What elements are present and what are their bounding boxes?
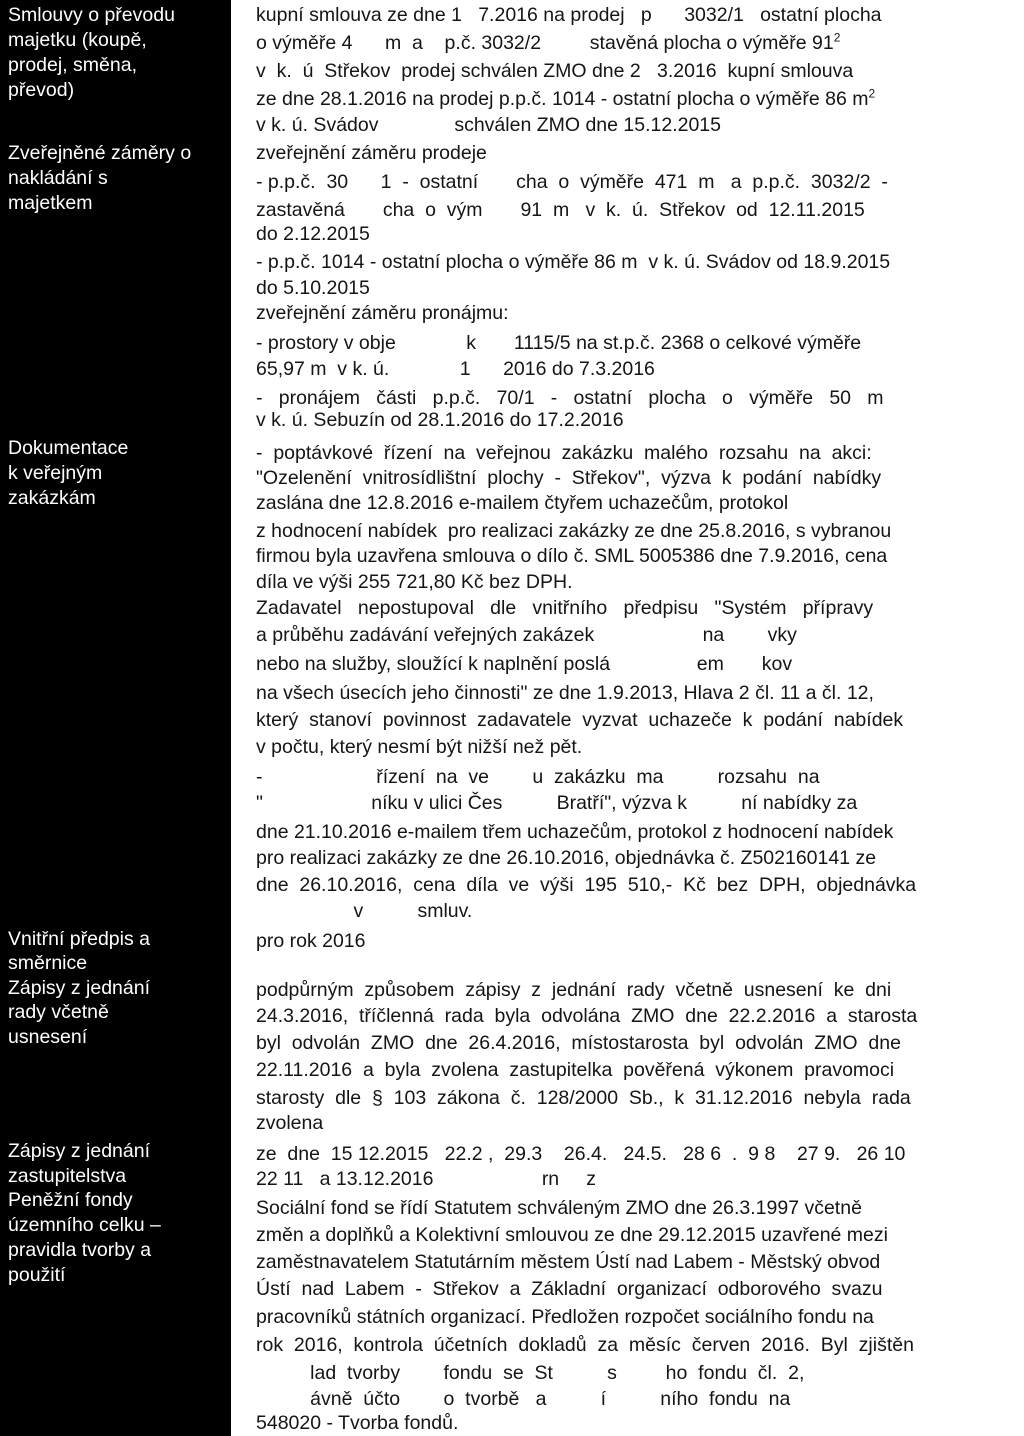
text-line: z hodnocení nabídek pro realizaci zakázky ze dne 25.8.2016, s vybranou <box>256 520 892 542</box>
text-line: firmou byla uzavřena smlouva o dílo č. SML 5005386 dne 7.9.2016, cena <box>256 545 888 567</box>
text-line: zveřejnění záměru pronájmu: <box>256 302 509 324</box>
text-line: zvolena <box>256 1112 324 1134</box>
text-line: díla ve výši 255 721,80 Kč bez DPH. <box>256 571 573 593</box>
text-line: - řízení na ve u zakázku ma rozsahu na <box>256 766 820 788</box>
text-line: změn a doplňků a Kolektivní smlouvou ze dne 29.12.2015 uzavřené mezi <box>256 1224 888 1246</box>
label-line: Dokumentace <box>8 437 129 459</box>
text-line: ze dne 28.1.2016 na prodej p.p.č. 1014 - ostatní plocha o výměře 86 $m^2$ <box>256 86 876 110</box>
text-line: v smluv. <box>256 900 473 922</box>
label-line: Smlouvy o převodu <box>8 4 175 26</box>
label-line: zakázkám <box>8 487 96 509</box>
label-line: použití <box>8 1264 66 1286</box>
text-line: starosty dle § 103 zákona č. 128/2000 Sb., k 31.12.2016 nebyla rada <box>256 1087 911 1109</box>
text-line: - p.p.č. 30 1 - ostatní cha o výměře 471 m a p.p.č. 3032/2 - <box>256 171 888 193</box>
text-line: byl odvolán ZMO dne 26.4.2016, místostarosta byl odvolán ZMO dne <box>256 1032 901 1054</box>
text-line: 548020 - Tvorba fondů. <box>256 1412 459 1434</box>
text-line: pro rok 2016 <box>256 930 366 952</box>
text-line: zastavěná cha o vým 91 m v k. ú. Střekov od 12.11.2015 <box>256 199 865 221</box>
label-line: majetkem <box>8 192 93 214</box>
text-line: kupní smlouva ze dne 1 7.2016 na prodej p 3032/1 ostatní plocha <box>256 4 882 26</box>
text-line: na všech úsecích jeho činnosti" ze dne 1.9.2013, Hlava 2 čl. 11 a čl. 12, <box>256 682 874 704</box>
label-line: územního celku – <box>8 1214 161 1236</box>
text-line: Ústí nad Labem - Střekov a Základní organizací odborového svazu <box>256 1278 883 1300</box>
text-line: 22 11 a 13.12.2016 rn z <box>256 1168 596 1190</box>
text-line: který stanoví povinnost zadavatele vyzvat uchazeče k podání nabídek <box>256 709 904 731</box>
text-line: v k. ú. Svádov schválen ZMO dne 15.12.2015 <box>256 114 721 136</box>
text-line: zaměstnavatelem Statutárním městem Ústí nad Labem - Městský obvod <box>256 1251 881 1273</box>
label-line: převod) <box>8 79 75 101</box>
text-line: zveřejnění záměru prodeje <box>256 142 487 164</box>
text-line: - prostory v obje k 1115/5 na st.p.č. 2368 o celkové výměře <box>256 332 862 354</box>
text-line: "Ozelenění vnitrosídlištní plochy - Střekov", výzva k podání nabídky <box>256 467 882 489</box>
label-line: nakládání s <box>8 167 108 189</box>
label-line: zastupitelstva <box>8 1165 127 1187</box>
text-line: " níku v ulici Čes Bratří", výzva k ní nabídky za <box>256 792 858 814</box>
text-line: - p.p.č. 1014 - ostatní plocha o výměře 86 m v k. ú. Svádov od 18.9.2015 <box>256 251 891 273</box>
text-line: Sociální fond se řídí Statutem schváleným ZMO dne 26.3.1997 včetně <box>256 1197 862 1219</box>
label-line: pravidla tvorby a <box>8 1239 152 1261</box>
text-line: v počtu, který nesmí být nižší než pět. <box>256 736 583 758</box>
text-line: lad tvorby fondu se St s ho fondu čl. 2, <box>256 1362 805 1384</box>
label-line: majetku (koupě, <box>8 29 147 51</box>
text-line: pro realizaci zakázky ze dne 26.10.2016, objednávka č. Z502160141 ze <box>256 847 877 869</box>
text-line: - pronájem části p.p.č. 70/1 - ostatní plocha o výměře 50 m <box>256 387 884 409</box>
label-line: Vnitřní předpis a <box>8 928 150 950</box>
label-line: Zápisy z jednání <box>8 977 150 999</box>
label-line: k veřejným <box>8 462 103 484</box>
text-line: ávně účto o tvorbě a í ního fondu na <box>256 1388 791 1410</box>
text-line: - poptávkové řízení na veřejnou zakázku malého rozsahu na akci: <box>256 442 872 464</box>
text-line: dne 21.10.2016 e-mailem třem uchazečům, protokol z hodnocení nabídek <box>256 821 894 843</box>
text-line: 65,97 m v k. ú. 1 2016 do 7.3.2016 <box>256 358 655 380</box>
text-line: zaslána dne 12.8.2016 e-mailem čtyřem uchazečům, protokol <box>256 492 789 514</box>
text-line: ze dne 15 12.2015 22.2 , 29.3 26.4. 24.5. 28 6 . 9 8 27 9. 26 10 <box>256 1143 906 1165</box>
text-line: pracovníků státních organizací. Předložen rozpočet sociálního fondu na <box>256 1306 874 1328</box>
label-line: prodej, směna, <box>8 54 137 76</box>
text-line: Zadavatel nepostupoval dle vnitřního předpisu "Systém přípravy <box>256 597 874 619</box>
text-line: do 5.10.2015 <box>256 277 370 299</box>
text-line: nebo na služby, sloužící k naplnění poslá em kov <box>256 653 793 675</box>
text-line: podpůrným způsobem zápisy z jednání rady včetně usnesení ke dni <box>256 979 892 1001</box>
text-line: v k. ú. Sebuzín od 28.1.2016 do 17.2.2016 <box>256 409 624 431</box>
text-line: do 2.12.2015 <box>256 223 370 245</box>
text-line: o výměře 4 m a p.č. 3032/2 stavěná plocha o výměře $91^2$ <box>256 30 841 54</box>
label-line: usnesení <box>8 1026 88 1048</box>
text-line: 24.3.2016, tříčlenná rada byla odvolána ZMO dne 22.2.2016 a starosta <box>256 1005 918 1027</box>
label-line: rady včetně <box>8 1001 109 1023</box>
label-line: směrnice <box>8 952 88 974</box>
label-line: Peněžní fondy <box>8 1189 133 1211</box>
text-line: rok 2016, kontrola účetních dokladů za měsíc červen 2016. Byl zjištěn <box>256 1334 914 1356</box>
text-line: v k. ú Střekov prodej schválen ZMO dne 2 3.2016 kupní smlouva <box>256 60 854 82</box>
label-line: Zveřejněné záměry o <box>8 142 192 164</box>
text-line: a průběhu zadávání veřejných zakázek na vky <box>256 624 797 646</box>
text-line: dne 26.10.2016, cena díla ve výši 195 510,- Kč bez DPH, objednávka <box>256 874 917 896</box>
text-line: 22.11.2016 a byla zvolena zastupitelka pověřená výkonem pravomoci <box>256 1059 895 1081</box>
label-line: Zápisy z jednání <box>8 1140 150 1162</box>
